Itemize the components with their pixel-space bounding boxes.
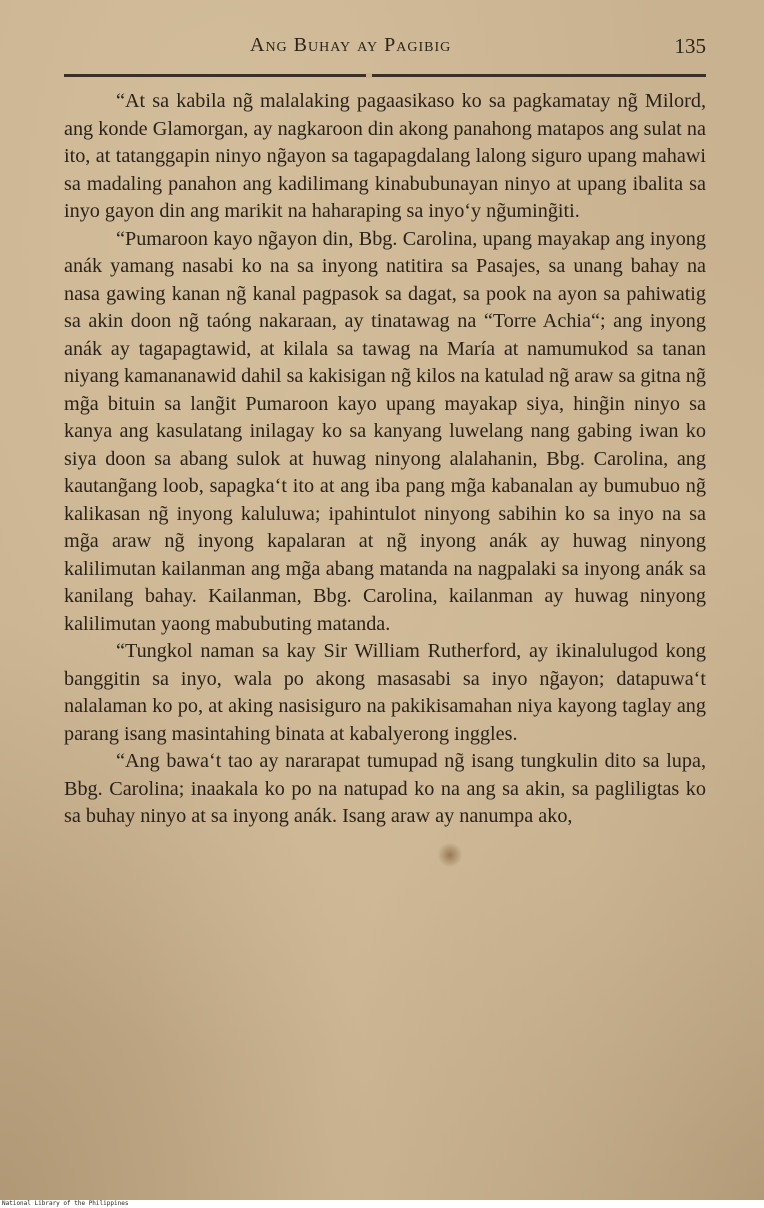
paragraph: “Tungkol naman sa kay Sir William Rutherford, ay ikinalulugod kong banggitin sa inyo, wala po akong masasabi sa inyo ng̃ayon; datapuwa‘t nalalaman ko po, at aking nasisiguro na pakikisamahan niya kayong taglay ang parang isang masintahing binata at kabalyerong inggles.	[64, 640, 706, 745]
header-rule	[64, 74, 706, 77]
page-header	[64, 34, 706, 66]
paragraph: “Ang bawa‘t tao ay nararapat tumupad ng̃ isang tungkulin dito sa lupa, Bbg. Carolina; inaakala ko po na natupad ko na ang sa akin, sa pagliligtas ko sa buhay ninyo at sa inyong anák. Isang araw ay nanumpa ako,	[64, 750, 706, 827]
header-rule-gap	[366, 73, 372, 78]
library-credit: National Library of the Philippines	[2, 1200, 129, 1207]
running-title: Ang Buhay ay Pagibig	[250, 34, 452, 56]
paragraph: “At sa kabila ng̃ malalaking pagaasikaso ko sa pagkamatay ng̃ Milord, ang konde Glamorgan, ay nagkaroon din akong panahong matapos ang sulat na ito, at tatanggapin ninyo ng̃ayon sa tagapagdalang lalong siguro upang mahawi sa madaling panahon ang kadilimang kinabubunayan ninyo at upang ibalita sa inyo gayon din ang marikit na haharaping sa inyo‘y ng̃uming̃iti.	[64, 90, 706, 222]
page-number: 135	[674, 34, 706, 58]
paragraph: “Pumaroon kayo ng̃ayon din, Bbg. Carolina, upang mayakap ang inyong anák yamang nasabi ko na sa inyong natitira sa Pasajes, sa unang bahay na nasa gawing kanan ng̃ kanal pagpasok sa dagat, sa pook na ayon sa pahiwatig sa akin doon ng̃ taóng nakaraan, ay tinatawag na “Torre Achia“; ang inyong anák ay tagapagtawid, at kilala sa tawag na María at namumukod sa tanan niyang kamananawid dahil sa kakisigan ng̃ kilos na katulad ng̃ araw sa gitna ng̃ mg̃a bituin sa lang̃it Pumaroon kayo upang mayakap siya, hing̃in ninyo sa kanya ang kasulatang inilagay ko sa kanyang luwelang nang gabing iwan ko siya doon sa abang sulok at huwag ninyong alalahanin, Bbg. Carolina, ang kautang̃ang loob, sapagka‘t ito at ang iba pang mg̃a kabanalan ay bumubuo ng̃ kalikasan ng̃ inyong kaluluwa; ipahintulot ninyong sabihin ko sa inyo na sa mg̃a araw ng̃ inyong kapalaran at ng̃ inyong anák ay huwag ninyong kalilimutan kailanman ang mg̃a abang matanda na nagpalaki sa inyong anák sa kanilang bahay. Kailanman, Bbg. Carolina, kailanman ay huwag ninyong kalilimutan yaong mabubuting matanda.	[64, 227, 706, 635]
scan-footer	[0, 1200, 764, 1208]
body-text	[64, 88, 706, 831]
paper-stain	[438, 842, 462, 868]
